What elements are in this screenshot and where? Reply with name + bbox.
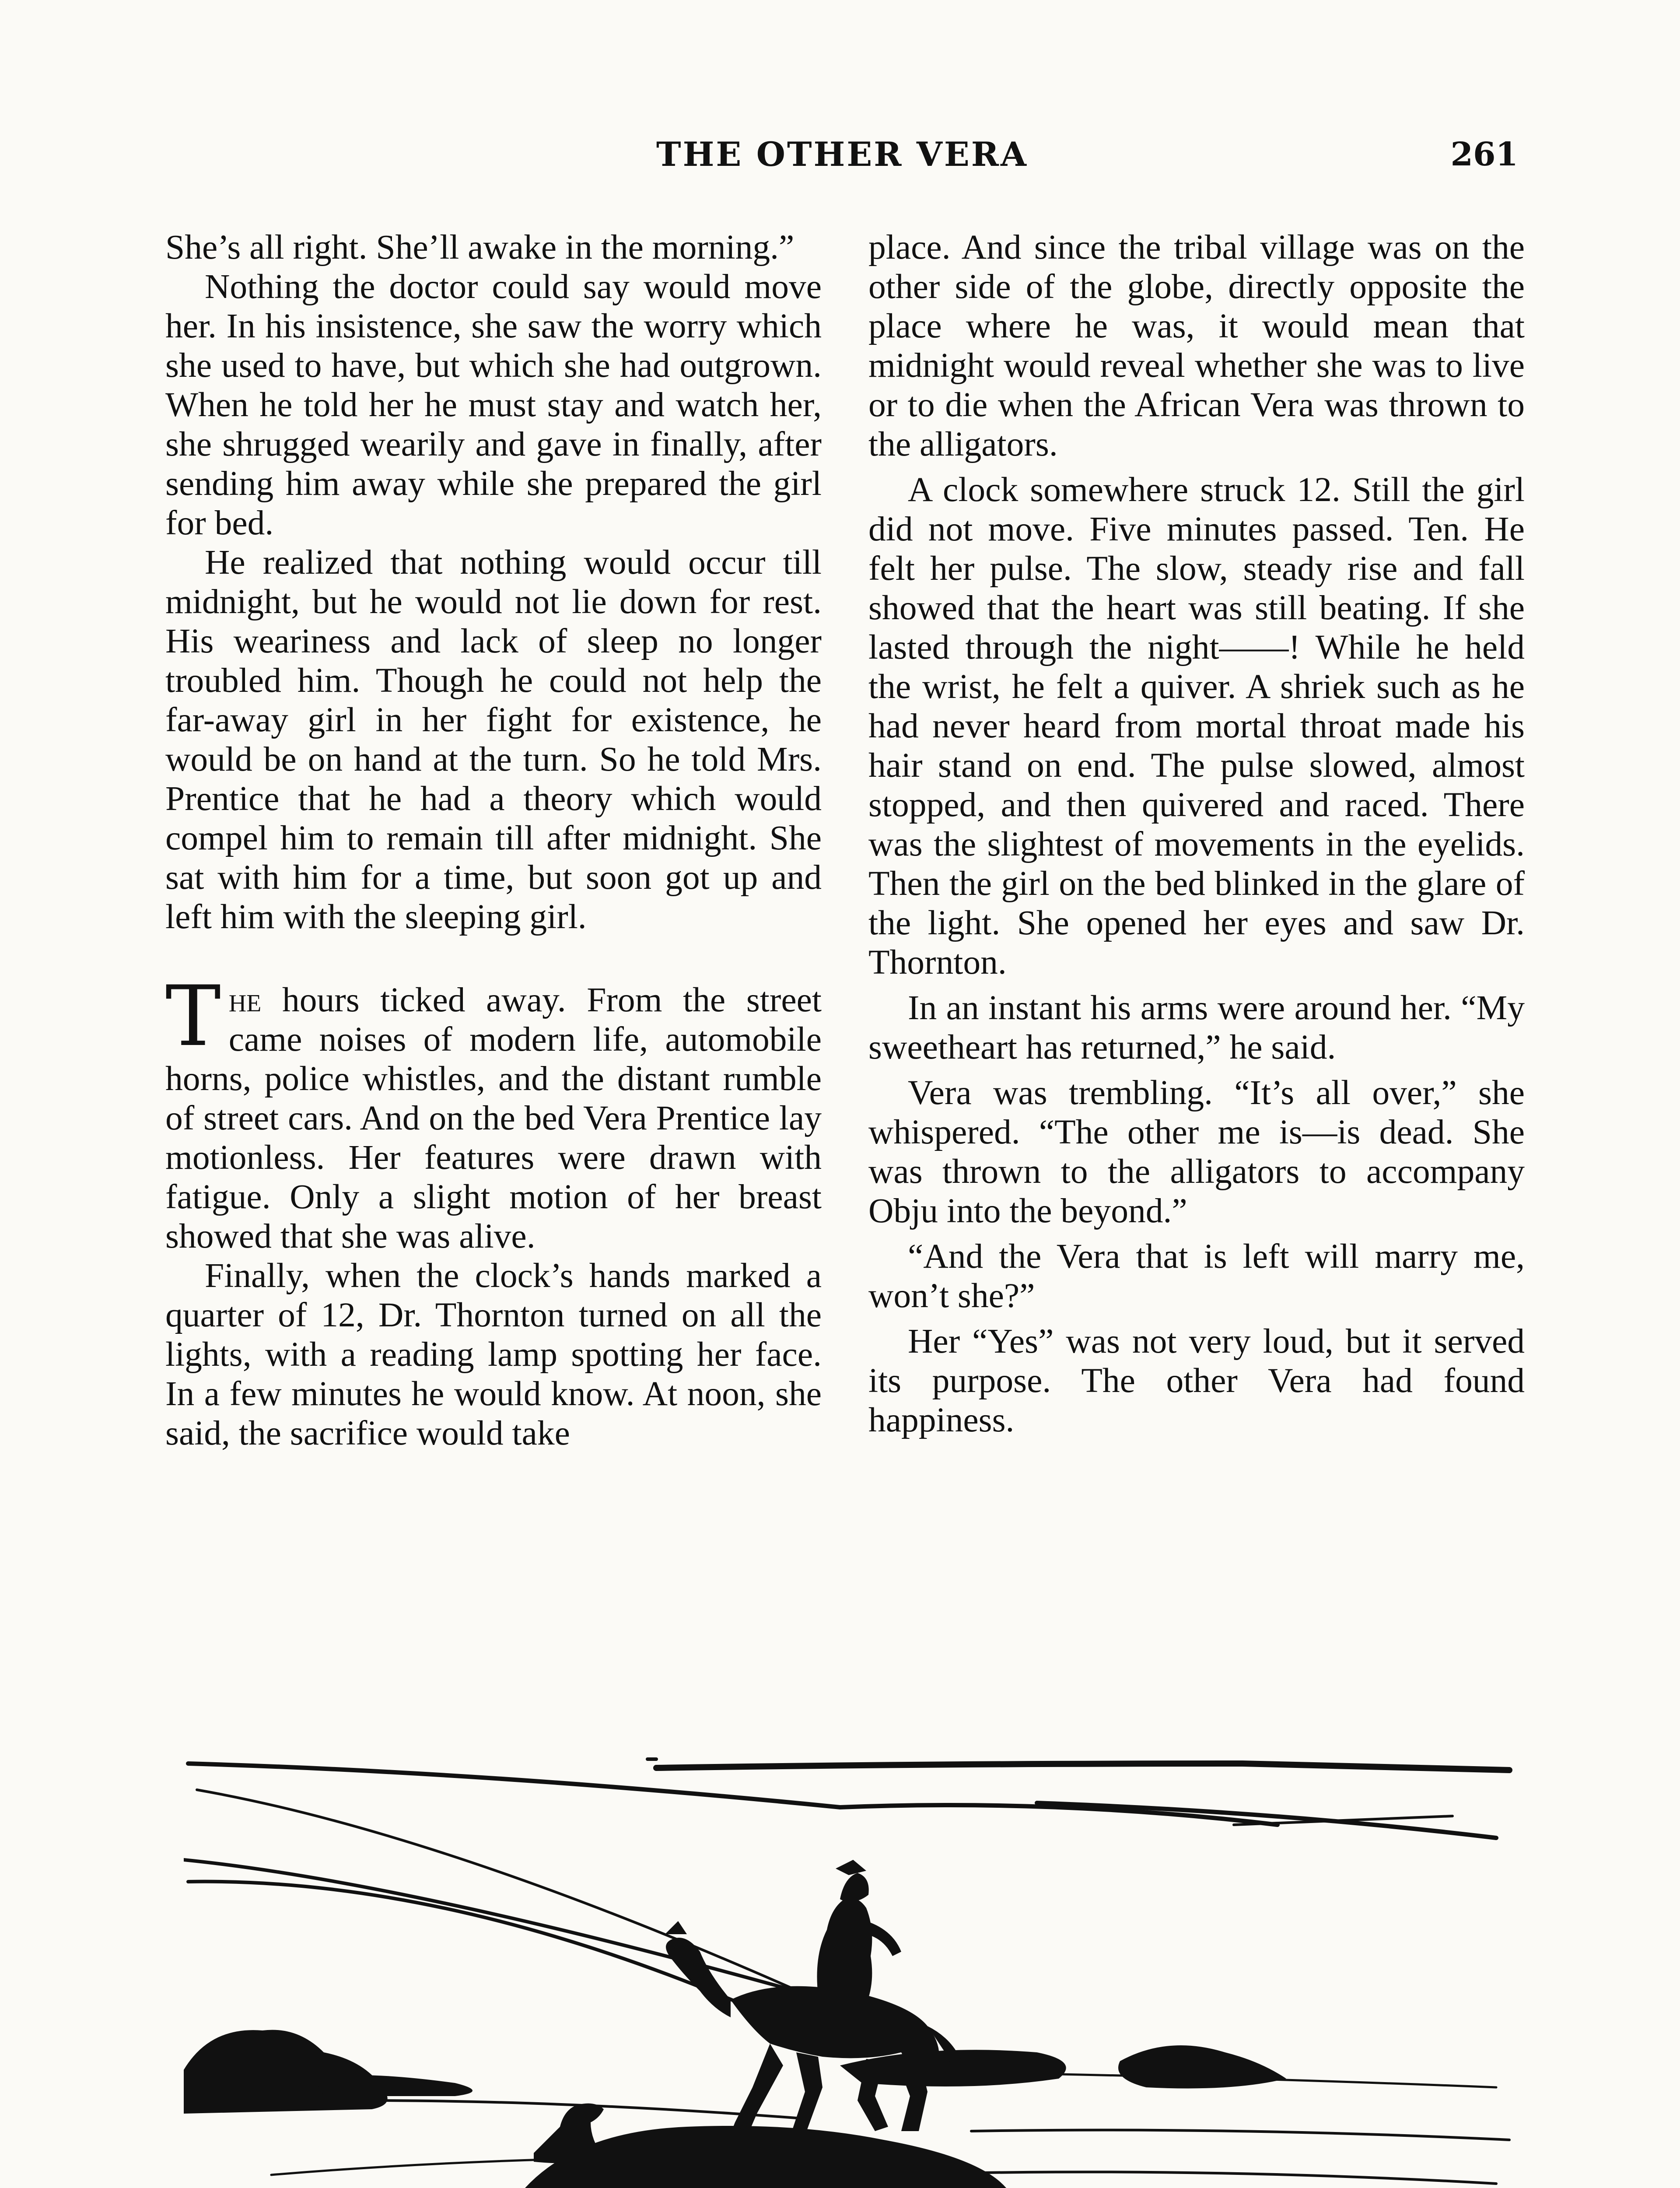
section-opening-paragraph (165, 968, 822, 1256)
horseman-silhouette-illustration (184, 1746, 1518, 2188)
paragraph: He realized that nothing would occur till midnight, but he would not lie down for rest. His weariness and lack of sleep no longer troubled him. Though he could not help the far-away girl in her fight for existence, he would be on hand at the turn. So he told Mrs. Prentice that he had a theory which would compel him to remain till after midnight. She sat with him for a time, but soon got up and left him with the sleeping girl. (165, 543, 822, 936)
page-number: 261 (1450, 136, 1518, 173)
paragraph: She’s all right. She’ll awake in the morning.” (165, 228, 794, 266)
drop-cap: T (165, 968, 221, 1065)
paragraph: Her “Yes” was not very loud, but it served its purpose. The other Vera had found happiness. (868, 1322, 1525, 1439)
right-text-column (868, 228, 1525, 1440)
paragraph: In an instant his arms were around her. “My sweetheart has returned,” he said. (868, 989, 1525, 1066)
paragraph: Finally, when the clock’s hands marked a quarter of 12, Dr. Thornton turned on all the lights, with a reading lamp spotting her face. In a few minutes he would know. At noon, she said, the sacrifice would take (165, 1256, 822, 1452)
paragraph: Nothing the doctor could say would move her. In his insistence, she saw the worry which she used to have, but which she had outgrown. When he told her he must stay and watch her, she shrugged wearily and gave in finally, after sending him away while she prepared the girl for bed. (165, 267, 822, 542)
paragraph: Vera was trembling. “It’s all over,” she whispered. “The other me is—is dead. She was thrown to the alligators to accompany Obju into the beyond.” (868, 1073, 1525, 1230)
running-header (166, 130, 1518, 179)
small-caps-lead: he (228, 981, 262, 1019)
paragraph: “And the Vera that is left will marry me, won’t she?” (868, 1237, 1525, 1315)
paragraph: A clock somewhere struck 12. Still the girl did not move. Five minutes passed. Ten. He felt her pulse. The slow, steady rise and fall showed that the heart was still beating. If she lasted through the night——! While he held the wrist, he felt a quiver. A shriek such as he had never heard from mortal throat made his hair stand on end. The pulse slowed, almost stopped, and then quivered and raced. There was the slightest of movements in the eyelids. Then the girl on the bed blinked in the glare of the light. She opened her eyes and saw Dr. Thornton. (868, 470, 1525, 982)
page-title: THE OTHER VERA (656, 135, 1028, 174)
paragraph: place. And since the tribal village was on the other side of the globe, directly opposite the place where he was, it would mean that midnight would reveal whether she was to live or to die when the African Vera was thrown to the alligators. (868, 228, 1525, 463)
left-text-column (165, 228, 822, 1453)
paragraph-text: hours ticked away. From the street came noises of modern life, automobile horns, police whistles, and the distant rumble of street cars. And on the bed Vera Prentice lay motionless. Her features were drawn with fatigue. Only a slight motion of her breast showed that she was alive. (165, 981, 822, 1255)
